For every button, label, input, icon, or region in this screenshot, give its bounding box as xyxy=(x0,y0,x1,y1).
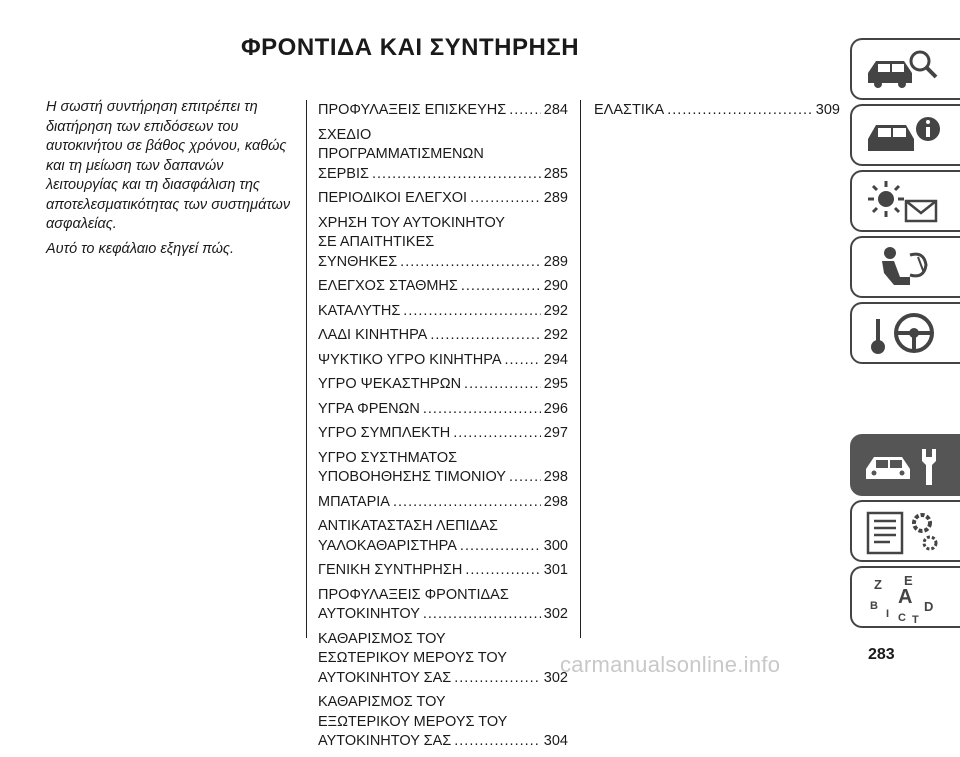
toc-page-number: 298 xyxy=(543,469,568,485)
column-divider xyxy=(306,100,307,638)
dot-leader xyxy=(400,253,541,273)
toc-entry-title: ΕΛΑΣΤΙΚΑ xyxy=(594,102,665,118)
toc-entry-line: ΥΓΡΟ ΣΥΣΤΗΜΑΤΟΣ xyxy=(318,449,458,466)
toc-page-number: 294 xyxy=(543,351,568,368)
tab-seat-airbag[interactable] xyxy=(850,236,960,298)
dot-leader xyxy=(403,302,541,322)
dot-leader xyxy=(470,189,541,209)
toc-page-number: 301 xyxy=(543,562,568,578)
toc-entry-title: ΥΓΡΟ ΣΥΜΠΛΕΚΤΗ xyxy=(318,425,451,441)
toc-entry-title: ΥΠΟΒΟΗΘΗΣΗΣ ΤΙΜΟΝΙΟΥ xyxy=(318,469,506,485)
dot-leader xyxy=(509,101,541,121)
toc-page-number: 289 xyxy=(543,253,568,270)
intro-paragraph: Η σωστή συντήρηση επιτρέπει τη διατήρηση των επιδόσεων του αυτοκινήτου σε βάθος χρόνου, καθώς και τη μείωση των δαπανών λειτουργίας και τη διασφάλιση της αποτελεσματικότητας των συστημάτων ασφαλείας. xyxy=(46,99,291,232)
key-steering-wheel-icon xyxy=(860,309,950,359)
dot-leader xyxy=(464,375,541,395)
toc-entry-title: ΥΓΡΑ ΦΡΕΝΩΝ xyxy=(318,400,420,417)
toc-entry[interactable] xyxy=(318,493,568,513)
toc-entry-line: ΚΑΘΑΡΙΣΜΟΣ ΤΟΥ xyxy=(318,694,446,710)
toc-entry-title: ΛΑΔΙ ΚΙΝΗΤΗΡΑ xyxy=(318,327,428,343)
chapter-title: ΦΡΟΝΤΙΔΑ ΚΑΙ ΣΥΝΤΗΡΗΣΗ xyxy=(240,34,580,61)
toc-entry-title: ΓΕΝΙΚΗ ΣΥΝΤΗΡΗΣΗ xyxy=(318,562,463,578)
dot-leader xyxy=(423,400,541,420)
tab-key-steering[interactable] xyxy=(850,302,960,364)
tab-car-info[interactable] xyxy=(850,104,960,166)
toc-entry-title: ΑΥΤΟΚΙΝΗΤΟΥ ΣΑΣ xyxy=(318,733,452,749)
tab-car-maintenance[interactable] xyxy=(850,434,960,496)
dot-leader xyxy=(461,277,541,297)
toc-entry[interactable] xyxy=(318,424,568,444)
toc-entry-title: ΕΛΕΓΧΟΣ ΣΤΑΘΜΗΣ xyxy=(318,278,458,294)
toc-page-number: 298 xyxy=(543,493,568,510)
toc-entry-line: ΣΕ ΑΠΑΙΤΗΤΙΚΕΣ xyxy=(318,234,435,250)
toc-entry[interactable] xyxy=(318,561,568,581)
warning-light-envelope-icon xyxy=(860,177,950,227)
dot-leader xyxy=(505,351,541,371)
toc-page-number: 300 xyxy=(543,537,568,554)
toc-entry-title: ΜΠΑΤΑΡΙΑ xyxy=(318,493,390,510)
toc-page-number: 296 xyxy=(543,400,568,417)
toc-entry-title: ΚΑΤΑΛΥΤΗΣ xyxy=(318,302,401,319)
toc-entry[interactable] xyxy=(318,517,568,556)
toc-entry-line: ΠΡΟΓΡΑΜΜΑΤΙΣΜΕΝΩΝ xyxy=(318,146,484,162)
toc-page-number: 285 xyxy=(543,165,568,182)
index-letter: Z xyxy=(874,577,882,592)
toc-entry-line: ΚΑΘΑΡΙΣΜΟΣ ΤΟΥ xyxy=(318,630,446,647)
toc-entry[interactable] xyxy=(318,630,568,689)
toc-page-number: 309 xyxy=(815,102,840,118)
dot-leader xyxy=(667,101,813,121)
toc-entry[interactable] xyxy=(318,449,568,488)
toc-entry[interactable] xyxy=(318,351,568,371)
tab-alphabetical-index[interactable] xyxy=(850,566,960,628)
index-letter: I xyxy=(886,608,890,620)
toc-entry-line: ΕΞΩΤΕΡΙΚΟΥ ΜΕΡΟΥΣ ΤΟΥ xyxy=(318,713,508,730)
toc-page-number: 292 xyxy=(543,327,568,343)
toc-page-number: 284 xyxy=(543,102,568,118)
index-letter: C xyxy=(898,612,906,623)
toc-entry[interactable] xyxy=(318,277,568,297)
dot-leader xyxy=(423,605,541,625)
watermark: carmanualsonline.info xyxy=(560,652,781,677)
toc-entry[interactable] xyxy=(318,189,568,209)
dot-leader xyxy=(393,493,541,513)
toc-entry-line: ΑΝΤΙΚΑΤΑΣΤΑΣΗ ΛΕΠΙΔΑΣ xyxy=(318,518,499,534)
car-info-icon xyxy=(860,111,950,161)
toc-entry-title: ΥΓΡΟ ΨΕΚΑΣΤΗΡΩΝ xyxy=(318,376,462,392)
seat-airbag-icon xyxy=(860,243,950,293)
dot-leader xyxy=(454,732,541,752)
tab-car-search[interactable] xyxy=(850,38,960,100)
toc-page-number: 295 xyxy=(543,376,568,392)
toc-entry[interactable] xyxy=(318,126,568,185)
toc-entry-title: ΑΥΤΟΚΙΝΗΤΟΥ xyxy=(318,606,420,622)
toc-entry-title: ΨΥΚΤΙΚΟ ΥΓΡΟ ΚΙΝΗΤΗΡΑ xyxy=(318,351,502,368)
dot-leader xyxy=(509,468,541,488)
column-divider xyxy=(580,100,581,638)
spec-list-gear-icon xyxy=(860,507,950,557)
toc-page-number: 297 xyxy=(543,425,568,441)
index-letter: T xyxy=(912,614,919,623)
toc-entry[interactable] xyxy=(318,302,568,322)
page-number: 283 xyxy=(868,646,895,663)
toc-left-column xyxy=(318,101,568,757)
toc-entry-line: ΕΣΩΤΕΡΙΚΟΥ ΜΕΡΟΥΣ ΤΟΥ xyxy=(318,650,507,666)
toc-page-number: 302 xyxy=(543,669,568,686)
toc-page-number: 289 xyxy=(543,190,568,206)
toc-page-number: 292 xyxy=(543,302,568,319)
toc-entry[interactable] xyxy=(318,586,568,625)
toc-entry-title: ΣΕΡΒΙΣ xyxy=(318,165,369,182)
car-wrench-icon xyxy=(860,441,950,491)
toc-entry-line: ΠΡΟΦΥΛΑΞΕΙΣ ΦΡΟΝΤΙΔΑΣ xyxy=(318,586,509,603)
car-search-icon xyxy=(860,45,950,95)
toc-entry-line: ΧΡΗΣΗ ΤΟΥ ΑΥΤΟΚΙΝΗΤΟΥ xyxy=(318,214,505,231)
chapter-intro xyxy=(46,98,298,264)
toc-entry-title: ΠΡΟΦΥΛΑΞΕΙΣ ΕΠΙΣΚΕΥΗΣ xyxy=(318,102,507,118)
toc-entry-title: ΥΑΛΟΚΑΘΑΡΙΣΤΗΡΑ xyxy=(318,537,457,554)
intro-paragraph: Αυτό το κεφάλαιο εξηγεί πώς. xyxy=(46,240,234,257)
toc-entry[interactable] xyxy=(594,101,840,121)
toc-entry[interactable] xyxy=(318,214,568,273)
toc-entry-title: ΣΥΝΘΗΚΕΣ xyxy=(318,253,398,270)
toc-page-number: 290 xyxy=(543,278,568,294)
toc-entry-title: ΑΥΤΟΚΙΝΗΤΟΥ ΣΑΣ xyxy=(318,669,452,686)
alphabet-index-icon xyxy=(860,573,950,623)
index-letter: E xyxy=(904,573,913,588)
toc-entry[interactable] xyxy=(318,400,568,420)
index-letter: A xyxy=(898,586,913,608)
dot-leader xyxy=(430,326,540,346)
tab-warning-lights[interactable] xyxy=(850,170,960,232)
index-letter: B xyxy=(870,600,878,612)
toc-right-column xyxy=(594,101,840,126)
toc-entry[interactable] xyxy=(318,375,568,395)
toc-entry[interactable] xyxy=(318,101,568,121)
toc-page-number: 302 xyxy=(543,606,568,622)
dot-leader xyxy=(372,165,541,185)
toc-page-number: 304 xyxy=(543,733,568,749)
toc-entry-line: ΣΧΕΔΙΟ xyxy=(318,126,372,143)
dot-leader xyxy=(454,669,541,689)
toc-entry[interactable] xyxy=(318,693,568,752)
dot-leader xyxy=(465,561,540,581)
index-letter: D xyxy=(924,599,934,614)
dot-leader xyxy=(453,424,541,444)
toc-entry[interactable] xyxy=(318,326,568,346)
tab-technical-specs[interactable] xyxy=(850,500,960,562)
dot-leader xyxy=(460,537,541,557)
toc-entry-title: ΠΕΡΙΟΔΙΚΟΙ ΕΛΕΓΧΟΙ xyxy=(318,190,468,206)
